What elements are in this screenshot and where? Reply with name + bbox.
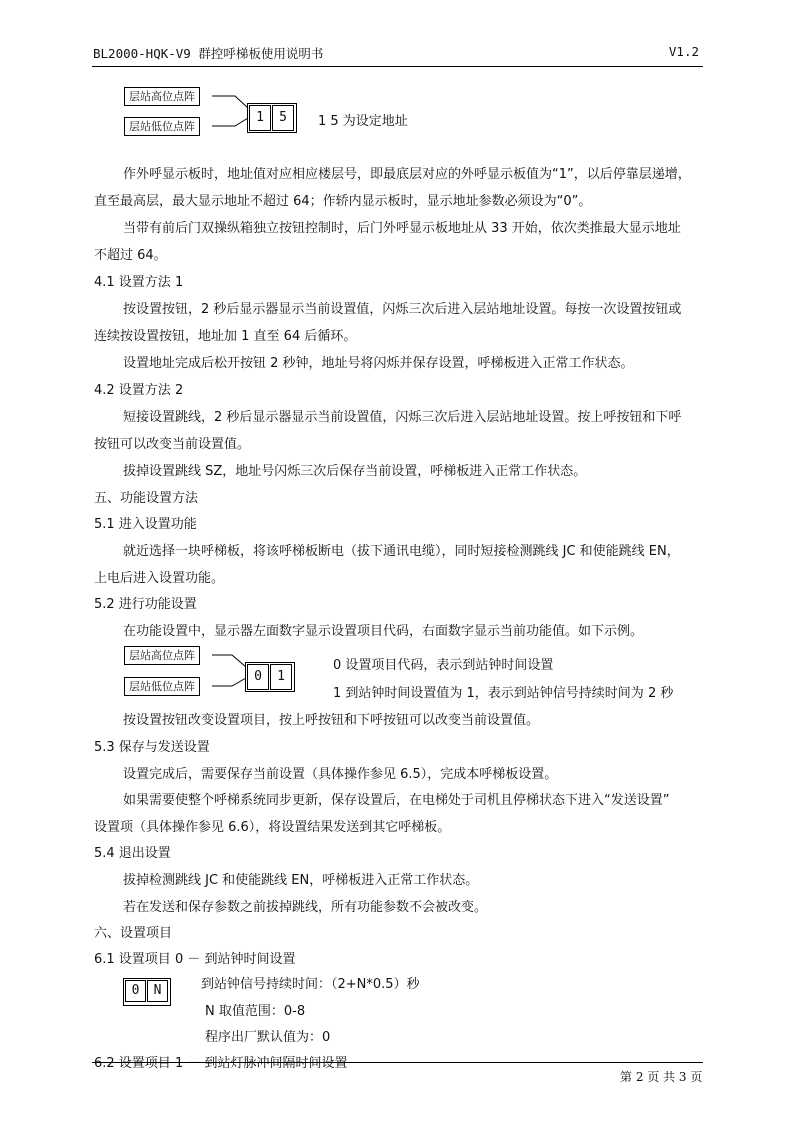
item0-digit-value: N: [147, 980, 168, 1002]
paragraph: 设置地址完成后松开按钮 2 秒钟，地址号将闪烁并保存设置，呼梯板进入正常工作状态。: [123, 356, 634, 371]
diagram1-caption: 1 5 为设定地址: [318, 114, 408, 129]
diagram1-digit-high: 1: [249, 105, 271, 131]
paragraph: 拔掉检测跳线 JC 和使能跳线 EN，呼梯板进入正常工作状态。: [123, 873, 479, 888]
paragraph: 作外呼显示板时，地址值对应相应楼层号，即最底层对应的外呼显示板值为“1”，以后停靠层递增，: [123, 167, 691, 182]
item0-digit-code: 0: [125, 980, 146, 1002]
section-heading: 4.2 设置方法 2: [94, 383, 184, 398]
item0-line-1: 到站钟信号持续时间：（2+N*0.5）秒: [201, 977, 420, 992]
diagram2-label-low: 层站低位点阵: [124, 677, 200, 696]
footer-rule: [92, 1062, 703, 1063]
paragraph: 短接设置跳线，2 秒后显示器显示当前设置值，闪烁三次后进入层站地址设置。按上呼按钮和下呼: [123, 410, 682, 425]
paragraph: 就近选择一块呼梯板，将该呼梯板断电（拔下通讯电缆），同时短接检测跳线 JC 和使能跳线 EN，: [123, 544, 680, 559]
diagram2-caption-1: 0 设置项目代码，表示到站钟时间设置: [333, 658, 554, 673]
paragraph: 若在发送和保存参数之前拔掉跳线，所有功能参数不会被改变。: [123, 900, 488, 915]
diagram2-label-high: 层站高位点阵: [124, 646, 200, 665]
paragraph: 按设置按钮改变设置项目，按上呼按钮和下呼按钮可以改变当前设置值。: [123, 713, 540, 728]
page-number: 第 2 页 共 3 页: [620, 1070, 703, 1084]
item0-line-2: N 取值范围：0-8: [205, 1004, 306, 1019]
paragraph: 按钮可以改变当前设置值。: [94, 437, 251, 452]
section-heading: 5.4 退出设置: [94, 846, 171, 861]
diagram2-caption-2: 1 到站钟时间设置值为 1，表示到站钟信号持续时间为 2 秒: [333, 686, 674, 701]
diagram1-label-high: 层站高位点阵: [124, 87, 200, 106]
document-title: BL2000-HQK-V9 群控呼梯板使用说明书: [93, 46, 324, 61]
paragraph: 在功能设置中，显示器左面数字显示设置项目代码，右面数字显示当前功能值。如下示例。: [123, 624, 644, 639]
section-heading: 6.1 设置项目 0 － 到站钟时间设置: [94, 952, 296, 967]
paragraph: 不超过 64。: [94, 248, 167, 263]
section-heading: 六、设置项目: [94, 926, 173, 941]
diagram1-digit-low: 5: [272, 105, 294, 131]
diagram2-digit-low: 1: [270, 664, 292, 690]
diagram1-label-low: 层站低位点阵: [124, 117, 200, 136]
paragraph: 直至最高层，最大显示地址不超过 64；作轿内显示板时，显示地址参数必须设为“0”。: [94, 194, 592, 209]
paragraph: 当带有前后门双操纵箱独立按钮控制时，后门外呼显示板地址从 33 开始，依次类推最大显示地址: [123, 221, 681, 236]
paragraph: 按设置按钮，2 秒后显示器显示当前设置值，闪烁三次后进入层站地址设置。每按一次设置按钮或: [123, 302, 682, 317]
section-heading: 5.1 进入设置功能: [94, 517, 197, 532]
section-heading: 5.3 保存与发送设置: [94, 740, 210, 755]
paragraph: 连续按设置按钮，地址加 1 直至 64 后循环。: [94, 329, 357, 344]
item0-line-3: 程序出厂默认值为：0: [205, 1030, 331, 1045]
diagram2-digit-high: 0: [247, 664, 269, 690]
paragraph: 设置完成后，需要保存当前设置（具体操作参见 6.5），完成本呼梯板设置。: [123, 767, 558, 782]
section-heading: 6.2 设置项目 1 － 到站灯脉冲间隔时间设置: [94, 1052, 353, 1071]
section-heading: 5.2 进行功能设置: [94, 597, 197, 612]
section-heading: 五、功能设置方法: [94, 491, 199, 506]
paragraph: 设置项（具体操作参见 6.6），将设置结果发送到其它呼梯板。: [94, 820, 451, 835]
section-heading: 4.1 设置方法 1: [94, 275, 184, 290]
paragraph: 拔掉设置跳线 SZ，地址号闪烁三次后保存当前设置，呼梯板进入正常工作状态。: [123, 464, 587, 479]
document-version: V1.2: [668, 44, 699, 59]
paragraph: 上电后进入设置功能。: [94, 571, 225, 586]
paragraph: 如果需要使整个呼梯系统同步更新，保存设置后，在电梯处于司机且停梯状态下进入“发送设置”: [123, 793, 670, 808]
